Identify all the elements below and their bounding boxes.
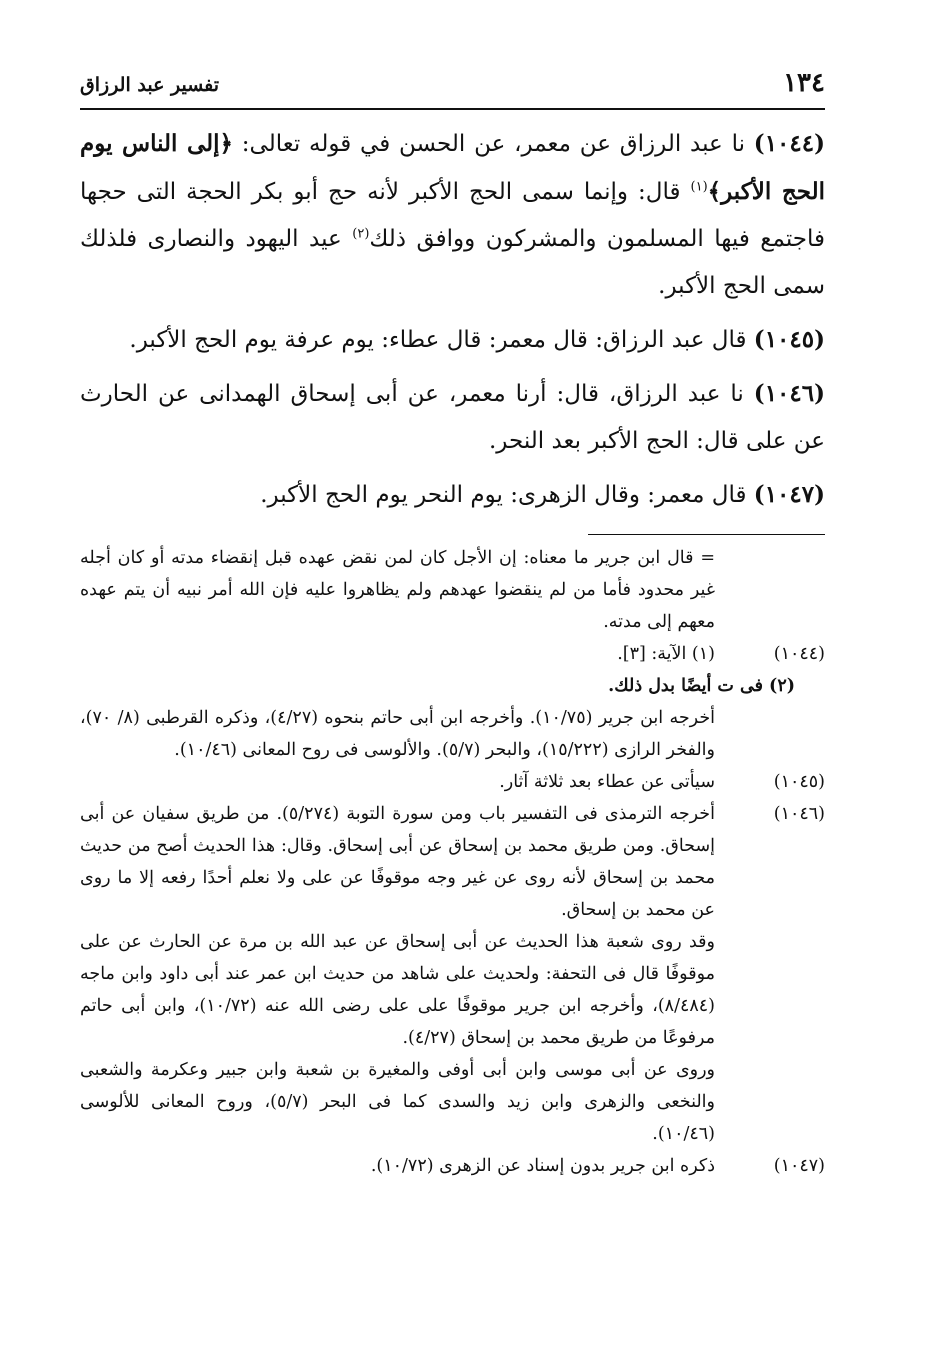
narration-text: نا عبد الرزاق، قال: أرنا معمر، عن أبى إسحاق الهمدانى عن الحارث عن على قال: الحج الأكبر بعد النحر.: [80, 381, 825, 454]
main-text: [80, 120, 825, 525]
footnote-label: (١٠٤٥): [773, 772, 825, 792]
footnote-label: (١٠٤٦): [773, 804, 825, 824]
running-title: تفسير عبد الرزاق: [80, 74, 220, 96]
footnote-marker: (٢): [352, 226, 370, 242]
footnote-marker: (١): [690, 179, 708, 195]
narration-1046: [80, 370, 825, 465]
footnote-1046: [80, 798, 825, 926]
quran-quote: ﴿إلى الناس يوم الحج الأكبر﴾: [80, 130, 825, 205]
narration-number: (١٠٤٦): [753, 380, 825, 407]
footnote-note-1: (١) الآية: [٣].: [617, 644, 715, 664]
narration-text: نا عبد الرزاق عن معمر، عن الحسن في قوله تعالى:: [233, 131, 754, 157]
footnote-body: سيأتى عن عطاء بعد ثلاثة آثار.: [499, 772, 715, 792]
footnote-body: وروى عن أبى موسى وابن أبى أوفى والمغيرة بن شعبة وابن جبير وعكرمة والشعبى والنخعى والزهرى وابن زيد والسدى كما فى البحر (٥/٧)، وروح المعانى للألوسى (١٠/٤٦).: [80, 1060, 715, 1144]
header-divider: [80, 108, 825, 110]
narration-1045: [80, 316, 825, 364]
narration-text: قال معمر: وقال الزهرى: يوم النحر يوم الحج الأكبر.: [260, 482, 754, 508]
narration-number: (١٠٤٥): [753, 326, 825, 353]
footnotes: [80, 542, 825, 1182]
footnote-1044-body-row: [80, 702, 825, 766]
page-number: ١٣٤: [783, 68, 825, 98]
narration-text: عيد اليهود والنصارى فلذلك سمى الحج الأكبر.: [80, 226, 825, 299]
footnote-label: (١٠٤٤): [773, 644, 825, 664]
narration-number: (١٠٤٧): [753, 481, 825, 508]
footnote-body: وقد روى شعبة هذا الحديث عن أبى إسحاق عن عبد الله بن مرة عن الحارث عن على موقوفًا قال فى التحفة: ولحديث على شاهد من حديث ابن عمر عند أبى داود وابن ماجه (٨/٤٨٤)، وأخرجه ابن جرير موقوفًا على على رضى الله عنه (١٠/٧٢)، وابن أبى حاتم مرفوعًا من طريق محمد بن إسحاق (٤/٢٧).: [80, 932, 715, 1048]
footnote-1045: [80, 766, 825, 798]
footnote-body: ذكره ابن جرير بدون إسناد عن الزهرى (١٠/٧٢).: [370, 1156, 715, 1176]
footnote-continuation: = قال ابن جرير ما معناه: إن الأجل كان لمن نقض عهده قبل إنقضاء مدته أو كان أجله غير محدود فأما من لم ينقضوا عهدهم ولم يظاهروا عليه فإن الله أمر نبيه أن يتم عهده معهم إلى مدته.: [80, 548, 715, 632]
footnote-1046-row-3: [80, 1054, 825, 1150]
footnote-note-2: (٢) فى ت أيضًا بدل ذلك.: [608, 676, 795, 696]
footnote-divider: [588, 534, 825, 535]
footnote-label: (١٠٤٧): [773, 1156, 825, 1176]
narration-text: قال عبد الرزاق: قال معمر: قال عطاء: يوم عرفة يوم الحج الأكبر.: [129, 327, 754, 353]
footnote-1044: [80, 638, 825, 670]
footnote-1047: [80, 1150, 825, 1182]
footnote-1046-row-2: [80, 926, 825, 1054]
narration-1044: [80, 120, 825, 310]
footnote-body: أخرجه ابن جرير (١٠/٧٥). وأخرجه ابن أبى حاتم بنحوه (٤/٢٧)، وذكره القرطبى (٨/ ٧٠)، والفخر الرازى (١٥/٢٢٢)، والبحر (٥/٧). والألوسى فى روح المعانى (١٠/٤٦).: [80, 708, 716, 760]
narration-1047: [80, 471, 825, 519]
footnote-body: أخرجه الترمذى فى التفسير باب ومن سورة التوبة (٥/٢٧٤). من طريق سفيان عن أبى إسحاق. ومن طريق محمد بن إسحاق عن أبى إسحاق. وقال: هذا الحديث أصح من حديث محمد بن إسحاق لأنه روى عن غير وجه موقوفًا عن على ولا نعلم أحدًا رفعه إلا ما روى عن محمد بن إسحاق.: [80, 804, 715, 920]
page-header: [80, 66, 825, 106]
narration-number: (١٠٤٤): [753, 130, 825, 157]
narration-text: قال: وإنما سمى الحج الأكبر لأنه حج أبو بكر الحجة التى حجها فاجتمع فيها المسلمون والمشركون ووافق ذلك: [80, 179, 825, 252]
